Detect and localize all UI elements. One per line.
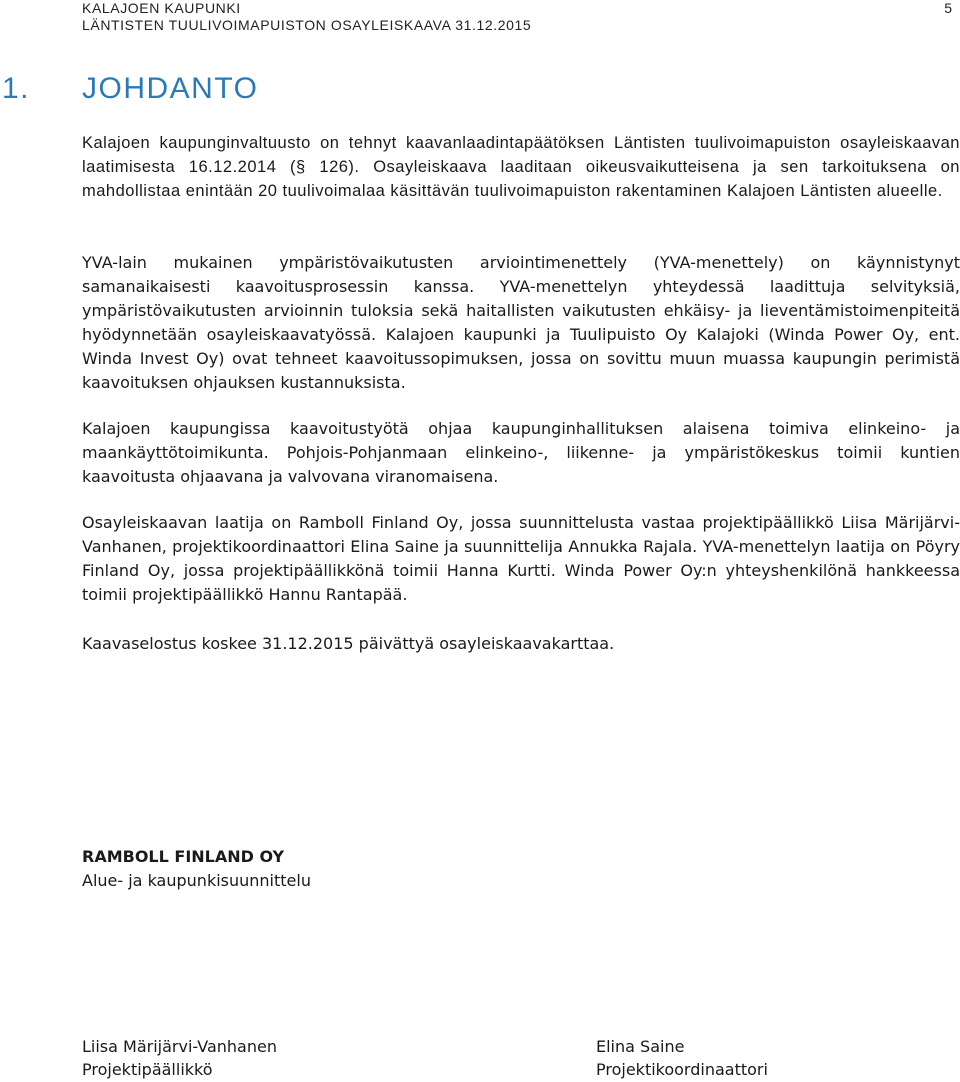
signature-person1-name: Liisa Märijärvi-Vanhanen <box>82 1037 277 1056</box>
paragraph-scope: Kaavaselostus koskee 31.12.2015 päivättyä osayleiskaavakarttaa. <box>82 634 615 653</box>
section-heading <box>2 72 258 106</box>
page-number: 5 <box>944 0 952 16</box>
signature-company: RAMBOLL FINLAND OY <box>82 847 285 866</box>
header-document-title: LÄNTISTEN TUULIVOIMAPUISTON OSAYLEISKAAVA 31.12.2015 <box>82 17 532 33</box>
signature-person2-title: Projektikoordinaattori <box>596 1060 768 1079</box>
header-organization: KALAJOEN KAUPUNKI <box>82 0 241 16</box>
signature-person1-title: Projektipäällikkö <box>82 1060 213 1079</box>
paragraph-intro: Kalajoen kaupunginvaltuusto on tehnyt kaavanlaadintapäätöksen Läntisten tuulivoimapuiston osayleiskaavan laatimisesta 16.12.2014 (§ 126). Osayleiskaava laaditaan oikeusvaikutteisena ja sen tarkoituksena on mahdollistaa enintään 20 tuulivoimalaa käsittävän tuulivoimapuiston rakentaminen Kalajoen Läntisten alueelle. <box>82 134 960 200</box>
paragraph-yva: YVA-lain mukainen ympäristövaikutusten arviointimenettely (YVA-menettely) on käynnistynyt samanaikaisesti kaavoitusprosessin kanssa. YVA-menettelyn yhteydessä laadittuja selvityksiä, ympäristövaikutusten arvioinnin tuloksia sekä haitallisten vaikutusten ehkäisy- ja lieventämistoimenpiteitä hyödynnetään osayleiskaavatyössä. Kalajoen kaupunki ja Tuulipuisto Oy Kalajoki (Winda Power Oy, ent. Winda Invest Oy) ovat tehneet kaavoitussopimuksen, jossa on sovittu muun muassa kaupungin perimistä kaavoituksen ohjauksen kustannuksista. <box>82 253 960 392</box>
section-title: JOHDANTO <box>82 72 259 105</box>
signature-department: Alue- ja kaupunkisuunnittelu <box>82 871 311 890</box>
signature-person2-name: Elina Saine <box>596 1037 685 1056</box>
section-number: 1. <box>2 72 31 105</box>
paragraph-governance: Kalajoen kaupungissa kaavoitustyötä ohjaa kaupunginhallituksen alaisena toimiva elinkeino- ja maankäyttötoimikunta. Pohjois-Pohjanmaan elinkeino-, liikenne- ja ympäristökeskus toimii kuntien kaavoitusta ohjaavana ja valvovana viranomaisena. <box>82 419 960 486</box>
paragraph-authors: Osayleiskaavan laatija on Ramboll Finland Oy, jossa suunnittelusta vastaa projektipäällikkö Liisa Märijärvi-Vanhanen, projektikoordinaattori Elina Saine ja suunnittelija Annukka Rajala. YVA-menettelyn laatija on Pöyry Finland Oy, jossa projektipäällikkönä toimii Hanna Kurtti. Winda Power Oy:n yhteyshenkilönä hankkeessa toimii projektipäällikkö Hannu Rantapää. <box>82 513 960 604</box>
